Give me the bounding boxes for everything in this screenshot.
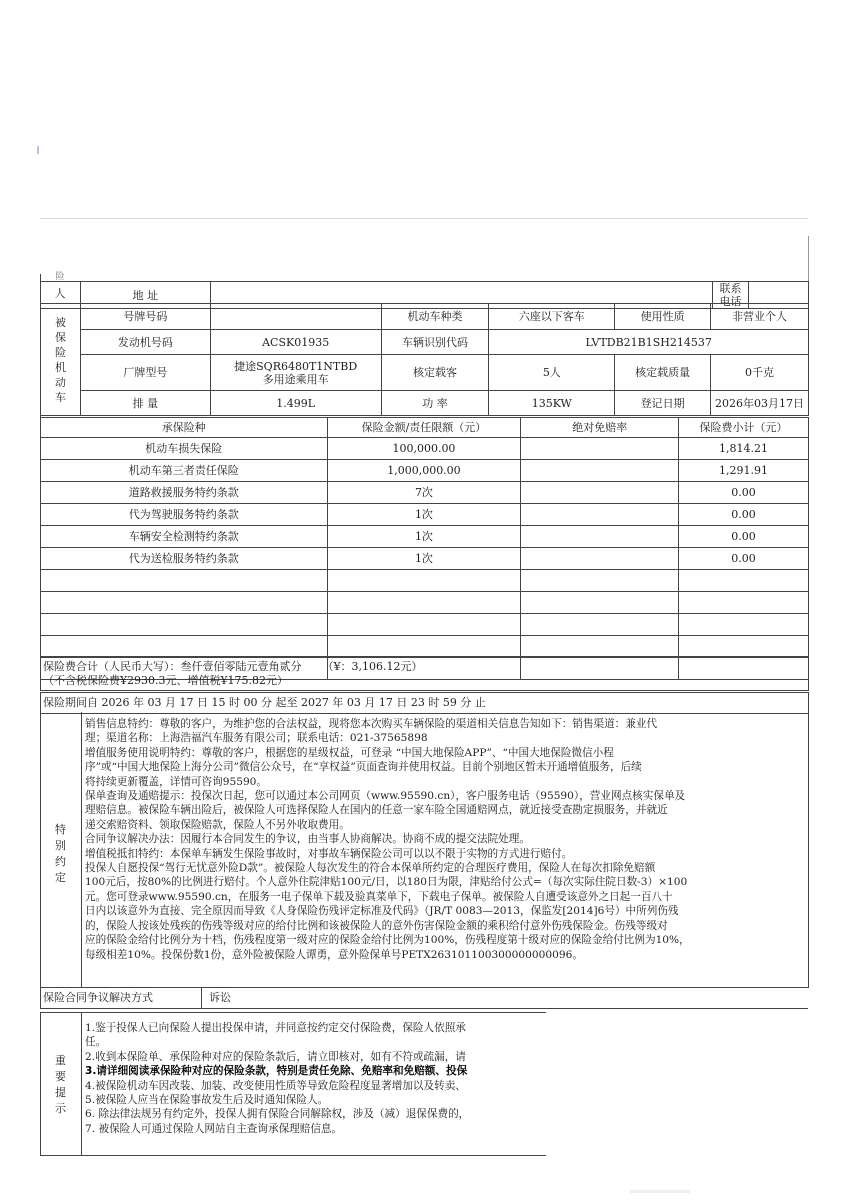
special-line: 的，保险人按该处残疾的伤残等级对应的给付比例和该被保险人的意外伤害保险金额的乘积给付意外伤残保险金。伤残等级对 [85,919,668,932]
power-label: 功 率 [381,391,489,416]
coverage-name: 代为送检服务特约条款 [41,548,328,570]
coverage-amount: 100,000.00 [327,438,521,460]
dispute-row [40,988,808,1009]
important-label-cell [41,1013,82,1155]
special-text [85,717,805,962]
coverage-premium: 0.00 [679,504,809,526]
important-text [85,1021,545,1136]
special-line: 保单查询及通赔提示：投保次日起，您可以通过本公司网页（www.95590.cn），客户服务电话（95590），营业网点核实保单及 [85,790,686,803]
vin-label: 车辆识别代码 [381,330,489,355]
dispute-value: 诉讼 [209,991,231,1004]
insured-label: 人 [54,287,66,300]
coverage-deductible [521,482,679,504]
page-top-edge [40,218,808,219]
coverage-name: 代为驾驶服务特约条款 [41,504,328,526]
vehicle-detail-table [40,303,809,416]
coverage-deductible [521,438,679,460]
table-row [41,526,809,548]
coverage-name: 道路救援服务特约条款 [41,482,328,504]
coverage-amount [327,636,521,658]
special-label-cell [41,712,82,987]
model-label: 厂牌型号 [80,355,210,391]
insurance-period-box [40,692,809,714]
important-label: 重要提示 [55,1054,66,1115]
premium-total-line1: 保险费合计（人民币大写）：叁仟壹佰零陆元壹角贰分 （¥：3,106.12元） [43,660,423,673]
important-line: 6. 除法律法规另有约定外，投保人拥有保险合同解除权，涉及（减）退保保费的， [85,1108,470,1121]
special-line: 销售信息特约：尊敬的客户，为维护您的合法权益，现将您本次购买车辆保险的渠道相关信息告知如下：销售渠道：兼业代 [85,718,658,730]
coverage-premium: 0.00 [679,482,809,504]
important-line: 2.收到本保险单、承保险种对应的保险条款后，请立即核对，如有不符或疏漏，请 [85,1050,466,1063]
vehicle-section-label [41,304,81,416]
important-box [40,1012,546,1156]
table-row [41,460,809,482]
coverage-name: 机动车第三者责任保险 [41,460,328,482]
usage-value: 非营业个人 [711,304,809,330]
table-row [41,482,809,504]
coverage-deductible [521,504,679,526]
coverage-name: 车辆安全检测特约条款 [41,526,328,548]
coverage-deductible [521,570,679,592]
table-row [41,504,809,526]
vin-value: LVTDB21B1SH214537 [489,330,809,355]
coverage-deductible [521,548,679,570]
coverage-premium: 0.00 [679,548,809,570]
dispute-label: 保险合同争议解决方式 [43,991,153,1004]
coverage-amount: 7次 [327,482,521,504]
coverage-header-amount: 保险金额/责任限额（元） [327,418,521,438]
mass-value: 0千克 [711,355,809,391]
coverage-amount: 1次 [327,526,521,548]
usage-label: 使用性质 [615,304,711,330]
coverage-name [41,636,328,658]
important-line: 7. 被保险人可通过保险人网站自主查询承保理赔信息。 [85,1122,343,1135]
coverage-amount: 1,000,000.00 [327,460,521,482]
coverage-amount: 1次 [327,504,521,526]
premium-total-box [40,656,809,691]
coverage-amount [327,570,521,592]
coverage-name [41,592,328,614]
coverage-name [41,614,328,636]
reg-date-label: 登记日期 [615,391,711,416]
coverage-header-deductible: 绝对免赔率 [521,418,679,438]
scan-mark [37,146,39,154]
model-value [210,355,381,391]
coverage-premium [679,592,809,614]
special-line: 序”或“中国大地保险上海分公司”微信公众号，在“享权益”页面查询并使用权益。目前个别地区暂未开通增值服务，后续 [85,761,642,774]
special-line: 应的保险金给付比例分为十档，伤残程度第一级对应的保险金给付比例为100%，伤残程度第十级对应的保险金给付比例为10%， [85,934,690,947]
special-agreement-box [40,712,809,988]
address-label: 地 址 [80,282,210,309]
coverage-amount: 1次 [327,548,521,570]
important-line: 1.鉴于投保人已向保险人提出投保申请，并同意按约定交付保险费，保险人依照承 [85,1022,466,1034]
vehicle-section-label-text: 被保险机动车 [54,315,66,404]
important-line: 4.被保险机动车因改装、加装、改变使用性质等导致危险程度显著增加以及转卖、 [85,1079,466,1092]
vehicle-type-label: 机动车种类 [381,304,489,330]
engine-label: 发动机号码 [80,330,210,355]
coverage-deductible [521,636,679,658]
insured-label-partial: 险 [55,272,65,282]
plate-label: 号牌号码 [80,304,210,330]
table-row [41,592,809,614]
important-line: 5.被保险人应当在保险事故发生后及时通知保险人。 [85,1094,329,1107]
coverage-header-name: 承保险种 [41,418,328,438]
dispute-divider [201,988,202,1008]
reg-date-value: 2026年03月17日 [711,391,809,416]
mass-label: 核定载质量 [615,355,711,391]
coverage-amount [327,614,521,636]
coverage-premium [679,636,809,658]
special-line: 投保人自愿投保“驾行无忧意外险D款”。被保险人每次发生的符合本保单所约定的合理医疗费用，保险人在每次扣除免赔额 [85,862,656,875]
special-line: 理；渠道名称：上海浩福汽车服务有限公司；联系电话：021-37565898 [85,732,428,745]
seats-value: 5人 [489,355,615,391]
scan-smudge [630,1190,690,1193]
coverage-header-premium: 保险费小计（元） [679,418,809,438]
special-label: 特别约定 [55,823,66,884]
important-line-bold: 3.请详细阅读承保险种对应的保险条款，特别是责任免除、免赔率和免赔额、投保 [85,1065,468,1078]
special-line: 增值税抵扣特约：本保单车辆发生保险事故时，对事故车辆保险公司可以以不限于实物的方式进行赔付。 [85,847,573,860]
coverage-premium: 1,291.91 [679,460,809,482]
coverage-premium: 0.00 [679,526,809,548]
coverage-name [41,570,328,592]
model-value-line1: 捷途SQR6480T1NTBD [234,359,358,373]
important-line: 任。 [85,1036,107,1049]
coverage-premium [679,570,809,592]
engine-value: ACSK01935 [210,330,381,355]
table-row [41,636,809,658]
table-row [41,438,809,460]
special-line: 合同争议解决办法：因履行本合同发生的争议，由当事人协商解决。协商不成的提交法院处理。 [85,833,530,846]
table-row [41,570,809,592]
special-line: 理赔信息。被保险车辆出险后，被保险人可选择保险人在国内的任意一家车险全国通赔网点，就近接受查勘定损服务，并就近 [85,804,668,817]
displacement-label: 排 量 [80,391,210,416]
coverage-deductible [521,526,679,548]
special-line: 元。您可登录www.95590.cn，在服务一电子保单下载及验真菜单下，下载电子保单。被保险人自遭受该意外之日起一百八十 [85,890,673,903]
special-line: 将持续更新覆盖，详情可咨询95590。 [85,775,268,788]
coverage-deductible [521,592,679,614]
coverage-deductible [521,614,679,636]
special-line: 每级相差10%。投保份数1份，意外险被保险人谭勇，意外险保单号PETX263101100300000000096。 [85,948,583,961]
special-line: 日内以该意外为直接、完全原因而导致《人身保险伤残评定标准及代码》（JR/T 0083—2013，保监发[2014]6号）中所列伤残 [85,905,679,918]
special-line: 增值服务使用说明特约：尊敬的客户，根据您的星级权益，可登录 “中国大地保险APP”、“中国大地保险微信小程 [85,746,614,759]
coverage-premium: 1,814.21 [679,438,809,460]
plate-value [210,304,381,330]
power-value: 135KW [489,391,615,416]
vehicle-type-value: 六座以下客车 [489,304,615,330]
phone-label: 联系电话 [713,282,749,309]
coverage-rows [41,438,809,680]
displacement-value: 1.499L [210,391,381,416]
coverage-table [40,417,809,680]
seats-label: 核定载客 [381,355,489,391]
special-line: 递交索赔资料、领取保险赔款，保险人不另外收取费用。 [85,818,350,831]
premium-total-line2: （不含税保险费¥2930.3元、增值税¥175.82元） [43,674,288,687]
coverage-name: 机动车损失保险 [41,438,328,460]
coverage-amount [327,592,521,614]
coverage-premium [679,614,809,636]
coverage-deductible [521,460,679,482]
table-row [41,548,809,570]
table-row [41,614,809,636]
special-line: 100元后，按80%的比例进行赔付。个人意外住院津贴100元/日，以180日为限，津贴给付公式=（每次实际住院日数-3）×100 [85,876,688,889]
model-value-line2: 多用途乘用车 [262,372,329,386]
insurance-period-text: 保险期间自 2026 年 03 月 17 日 15 时 00 分 起至 2027 年 03 月 17 日 23 时 59 分 止 [43,696,486,709]
